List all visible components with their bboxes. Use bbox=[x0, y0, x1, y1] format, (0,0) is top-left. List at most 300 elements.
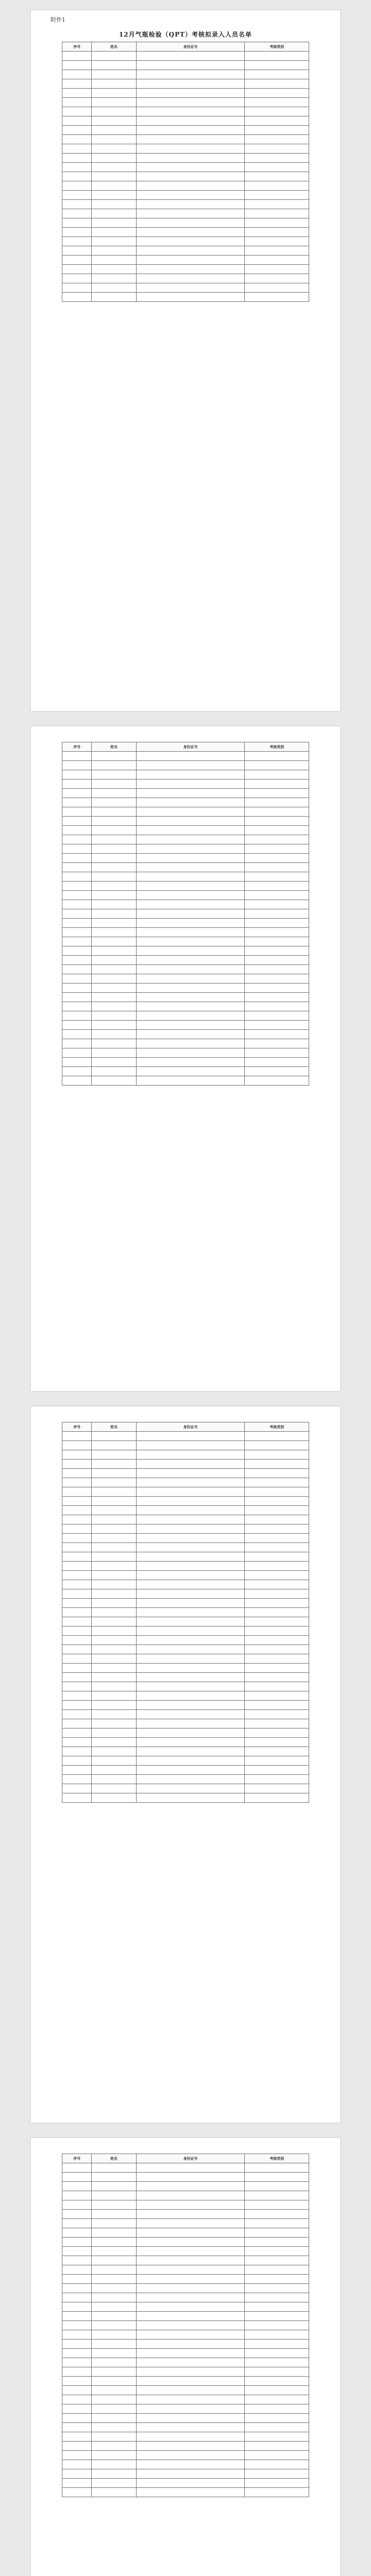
cell-no bbox=[62, 107, 92, 116]
column-header-no: 序号 bbox=[62, 42, 92, 52]
cell-category bbox=[245, 1710, 309, 1719]
cell-category bbox=[245, 2219, 309, 2228]
cell-no bbox=[62, 1058, 92, 1067]
cell-name bbox=[92, 1766, 136, 1775]
cell-id bbox=[136, 144, 245, 154]
cell-category bbox=[245, 2432, 309, 2442]
table-row bbox=[62, 2349, 309, 2358]
cell-name bbox=[92, 2423, 136, 2432]
cell-id bbox=[136, 1487, 245, 1497]
cell-name bbox=[92, 2321, 136, 2330]
cell-name bbox=[92, 2173, 136, 2182]
cell-name bbox=[92, 872, 136, 882]
cell-id bbox=[136, 1719, 245, 1728]
table-row bbox=[62, 2182, 309, 2191]
cell-name bbox=[92, 1524, 136, 1534]
cell-name bbox=[92, 1793, 136, 1803]
cell-category bbox=[245, 1543, 309, 1552]
table-row bbox=[62, 863, 309, 872]
table-row bbox=[62, 2432, 309, 2442]
cell-id bbox=[136, 2404, 245, 2414]
cell-name bbox=[92, 70, 136, 79]
cell-no bbox=[62, 2191, 92, 2200]
cell-no bbox=[62, 1469, 92, 1478]
cell-name bbox=[92, 2256, 136, 2265]
cell-category bbox=[245, 2358, 309, 2367]
table-row bbox=[62, 1599, 309, 1608]
cell-no bbox=[62, 891, 92, 900]
table-row bbox=[62, 1478, 309, 1487]
cell-name bbox=[92, 2386, 136, 2395]
cell-no bbox=[62, 2302, 92, 2312]
cell-name bbox=[92, 2247, 136, 2256]
table-row bbox=[62, 1673, 309, 1682]
table-row bbox=[62, 2330, 309, 2340]
cell-name bbox=[92, 770, 136, 779]
cell-name bbox=[92, 965, 136, 974]
cell-id bbox=[136, 1728, 245, 1738]
cell-category bbox=[245, 854, 309, 863]
cell-no bbox=[62, 1030, 92, 1039]
table-row bbox=[62, 218, 309, 228]
cell-category bbox=[245, 2414, 309, 2423]
cell-category bbox=[245, 1738, 309, 1747]
table-row bbox=[62, 1710, 309, 1719]
cell-name bbox=[92, 1664, 136, 1673]
column-header-name: 姓名 bbox=[92, 42, 136, 52]
table-row bbox=[62, 70, 309, 79]
cell-name bbox=[92, 1506, 136, 1515]
table-row bbox=[62, 1589, 309, 1599]
column-header-no: 序号 bbox=[62, 1422, 92, 1432]
table-row bbox=[62, 798, 309, 807]
cell-name bbox=[92, 1728, 136, 1738]
cell-category bbox=[245, 891, 309, 900]
cell-name bbox=[92, 200, 136, 209]
cell-no bbox=[62, 2460, 92, 2469]
cell-category bbox=[245, 2469, 309, 2479]
cell-category bbox=[245, 79, 309, 89]
cell-name bbox=[92, 1543, 136, 1552]
cell-no bbox=[62, 993, 92, 1002]
cell-name bbox=[92, 246, 136, 256]
cell-no bbox=[62, 61, 92, 70]
cell-category bbox=[245, 761, 309, 770]
cell-no bbox=[62, 256, 92, 265]
cell-id bbox=[136, 1067, 245, 1076]
cell-name bbox=[92, 2275, 136, 2284]
cell-category bbox=[245, 965, 309, 974]
cell-no bbox=[62, 1589, 92, 1599]
cell-no bbox=[62, 1580, 92, 1589]
cell-no bbox=[62, 956, 92, 965]
cell-category bbox=[245, 2210, 309, 2219]
cell-category bbox=[245, 993, 309, 1002]
cell-no bbox=[62, 2238, 92, 2247]
cell-id bbox=[136, 789, 245, 798]
cell-name bbox=[92, 2163, 136, 2173]
table-row bbox=[62, 2386, 309, 2395]
table-row bbox=[62, 817, 309, 826]
cell-name bbox=[92, 956, 136, 965]
table-row bbox=[62, 807, 309, 817]
cell-name bbox=[92, 2414, 136, 2423]
cell-no bbox=[62, 135, 92, 144]
cell-no bbox=[62, 2182, 92, 2191]
cell-name bbox=[92, 2404, 136, 2414]
cell-name bbox=[92, 274, 136, 283]
column-header-id: 身份证号 bbox=[136, 1422, 245, 1432]
table-row bbox=[62, 1497, 309, 1506]
cell-no bbox=[62, 200, 92, 209]
cell-category bbox=[245, 154, 309, 163]
cell-name bbox=[92, 2238, 136, 2247]
cell-no bbox=[62, 965, 92, 974]
cell-name bbox=[92, 909, 136, 919]
cell-name bbox=[92, 937, 136, 946]
cell-no bbox=[62, 2340, 92, 2349]
cell-id bbox=[136, 1030, 245, 1039]
cell-id bbox=[136, 274, 245, 283]
table-row bbox=[62, 1524, 309, 1534]
cell-category bbox=[245, 1534, 309, 1543]
cell-name bbox=[92, 974, 136, 984]
cell-category bbox=[245, 2488, 309, 2497]
cell-category bbox=[245, 909, 309, 919]
cell-id bbox=[136, 2330, 245, 2340]
cell-id bbox=[136, 872, 245, 882]
cell-no bbox=[62, 752, 92, 761]
cell-category bbox=[245, 1067, 309, 1076]
cell-id bbox=[136, 779, 245, 789]
cell-no bbox=[62, 274, 92, 283]
table-row bbox=[62, 1756, 309, 1766]
document-page-2 bbox=[31, 726, 340, 1391]
cell-no bbox=[62, 2247, 92, 2256]
cell-no bbox=[62, 1793, 92, 1803]
cell-id bbox=[136, 1710, 245, 1719]
cell-category bbox=[245, 2247, 309, 2256]
cell-no bbox=[62, 265, 92, 274]
table-row bbox=[62, 200, 309, 209]
cell-id bbox=[136, 2182, 245, 2191]
cell-name bbox=[92, 2442, 136, 2451]
cell-no bbox=[62, 1497, 92, 1506]
cell-category bbox=[245, 1487, 309, 1497]
cell-id bbox=[136, 218, 245, 228]
cell-name bbox=[92, 265, 136, 274]
cell-no bbox=[62, 2312, 92, 2321]
cell-category bbox=[245, 181, 309, 191]
cell-no bbox=[62, 2219, 92, 2228]
cell-category bbox=[245, 144, 309, 154]
cell-category bbox=[245, 2163, 309, 2173]
cell-name bbox=[92, 163, 136, 172]
cell-id bbox=[136, 993, 245, 1002]
cell-no bbox=[62, 1552, 92, 1562]
table-row bbox=[62, 2173, 309, 2182]
cell-category bbox=[245, 1076, 309, 1086]
table-row bbox=[62, 1076, 309, 1086]
cell-name bbox=[92, 293, 136, 302]
document-page-1 bbox=[31, 10, 340, 711]
cell-category bbox=[245, 283, 309, 293]
table-row bbox=[62, 2340, 309, 2349]
table-row bbox=[62, 1506, 309, 1515]
table-row bbox=[62, 2367, 309, 2377]
cell-no bbox=[62, 89, 92, 98]
table-row bbox=[62, 98, 309, 107]
cell-id bbox=[136, 107, 245, 116]
cell-name bbox=[92, 79, 136, 89]
cell-name bbox=[92, 1589, 136, 1599]
cell-name bbox=[92, 2302, 136, 2312]
cell-name bbox=[92, 1469, 136, 1478]
cell-name bbox=[92, 2469, 136, 2479]
table-row bbox=[62, 854, 309, 863]
cell-no bbox=[62, 98, 92, 107]
cell-no bbox=[62, 209, 92, 218]
cell-category bbox=[245, 265, 309, 274]
cell-id bbox=[136, 237, 245, 246]
cell-category bbox=[245, 770, 309, 779]
table-row bbox=[62, 163, 309, 172]
cell-category bbox=[245, 1701, 309, 1710]
cell-no bbox=[62, 2377, 92, 2386]
cell-name bbox=[92, 826, 136, 835]
cell-name bbox=[92, 817, 136, 826]
table-row bbox=[62, 1636, 309, 1645]
cell-id bbox=[136, 1617, 245, 1626]
cell-name bbox=[92, 798, 136, 807]
table-row bbox=[62, 956, 309, 965]
cell-category bbox=[245, 1058, 309, 1067]
cell-name bbox=[92, 1039, 136, 1048]
cell-no bbox=[62, 126, 92, 135]
cell-id bbox=[136, 900, 245, 909]
cell-no bbox=[62, 181, 92, 191]
cell-category bbox=[245, 1011, 309, 1021]
document-page-4 bbox=[31, 2138, 340, 2576]
cell-no bbox=[62, 937, 92, 946]
roster-table bbox=[62, 42, 309, 302]
roster-table bbox=[62, 742, 309, 1086]
cell-no bbox=[62, 116, 92, 126]
cell-id bbox=[136, 1534, 245, 1543]
cell-id bbox=[136, 937, 245, 946]
cell-category bbox=[245, 1747, 309, 1756]
cell-id bbox=[136, 1562, 245, 1571]
cell-name bbox=[92, 1738, 136, 1747]
cell-category bbox=[245, 2340, 309, 2349]
cell-category bbox=[245, 2275, 309, 2284]
cell-id bbox=[136, 2442, 245, 2451]
cell-no bbox=[62, 1534, 92, 1543]
cell-id bbox=[136, 974, 245, 984]
table-row bbox=[62, 2414, 309, 2423]
cell-category bbox=[245, 844, 309, 854]
cell-no bbox=[62, 2349, 92, 2358]
cell-no bbox=[62, 1645, 92, 1654]
cell-id bbox=[136, 2340, 245, 2349]
cell-category bbox=[245, 1580, 309, 1589]
cell-id bbox=[136, 946, 245, 956]
cell-no bbox=[62, 1562, 92, 1571]
cell-id bbox=[136, 1701, 245, 1710]
cell-no bbox=[62, 52, 92, 61]
cell-id bbox=[136, 256, 245, 265]
cell-no bbox=[62, 2386, 92, 2395]
cell-id bbox=[136, 2173, 245, 2182]
cell-id bbox=[136, 1506, 245, 1515]
table-row bbox=[62, 872, 309, 882]
table-row bbox=[62, 2228, 309, 2238]
cell-name bbox=[92, 228, 136, 237]
cell-name bbox=[92, 1617, 136, 1626]
cell-category bbox=[245, 900, 309, 909]
cell-category bbox=[245, 1589, 309, 1599]
cell-id bbox=[136, 1524, 245, 1534]
cell-id bbox=[136, 283, 245, 293]
cell-name bbox=[92, 2330, 136, 2340]
cell-no bbox=[62, 218, 92, 228]
cell-no bbox=[62, 1728, 92, 1738]
cell-name bbox=[92, 1682, 136, 1691]
cell-category bbox=[245, 2302, 309, 2312]
table-row bbox=[62, 293, 309, 302]
table-row bbox=[62, 2423, 309, 2432]
cell-name bbox=[92, 1441, 136, 1450]
cell-no bbox=[62, 1691, 92, 1701]
table-row bbox=[62, 1039, 309, 1048]
table-row bbox=[62, 1432, 309, 1441]
table-row bbox=[62, 919, 309, 928]
table-row bbox=[62, 2293, 309, 2302]
cell-no bbox=[62, 1039, 92, 1048]
cell-no bbox=[62, 1515, 92, 1524]
cell-no bbox=[62, 2367, 92, 2377]
cell-id bbox=[136, 1756, 245, 1766]
roster-body bbox=[62, 52, 309, 302]
cell-id bbox=[136, 1747, 245, 1756]
cell-id bbox=[136, 2210, 245, 2219]
table-row bbox=[62, 1021, 309, 1030]
table-row bbox=[62, 1048, 309, 1058]
cell-category bbox=[245, 1562, 309, 1571]
cell-name bbox=[92, 1691, 136, 1701]
cell-category bbox=[245, 2349, 309, 2358]
cell-id bbox=[136, 1543, 245, 1552]
table-row bbox=[62, 2247, 309, 2256]
cell-name bbox=[92, 789, 136, 798]
table-row bbox=[62, 770, 309, 779]
cell-no bbox=[62, 2395, 92, 2404]
cell-no bbox=[62, 863, 92, 872]
cell-name bbox=[92, 1067, 136, 1076]
cell-category bbox=[245, 218, 309, 228]
cell-no bbox=[62, 2163, 92, 2173]
cell-name bbox=[92, 2395, 136, 2404]
cell-name bbox=[92, 154, 136, 163]
table-row bbox=[62, 2451, 309, 2460]
table-row bbox=[62, 1654, 309, 1664]
cell-no bbox=[62, 1478, 92, 1487]
cell-id bbox=[136, 2349, 245, 2358]
table-row bbox=[62, 228, 309, 237]
cell-no bbox=[62, 2488, 92, 2497]
table-row bbox=[62, 246, 309, 256]
cell-id bbox=[136, 2479, 245, 2488]
cell-category bbox=[245, 1636, 309, 1645]
cell-name bbox=[92, 984, 136, 993]
cell-no bbox=[62, 1626, 92, 1636]
column-header-category: 考核类别 bbox=[245, 42, 309, 52]
cell-category bbox=[245, 200, 309, 209]
cell-category bbox=[245, 1469, 309, 1478]
cell-id bbox=[136, 181, 245, 191]
cell-id bbox=[136, 293, 245, 302]
cell-name bbox=[92, 2460, 136, 2469]
cell-no bbox=[62, 144, 92, 154]
cell-id bbox=[136, 1775, 245, 1784]
cell-name bbox=[92, 2293, 136, 2302]
cell-category bbox=[245, 1608, 309, 1617]
cell-name bbox=[92, 172, 136, 181]
cell-no bbox=[62, 826, 92, 835]
table-row bbox=[62, 826, 309, 835]
cell-name bbox=[92, 1571, 136, 1580]
cell-id bbox=[136, 1766, 245, 1775]
table-row bbox=[62, 928, 309, 937]
cell-id bbox=[136, 265, 245, 274]
cell-category bbox=[245, 1775, 309, 1784]
cell-category bbox=[245, 1021, 309, 1030]
cell-name bbox=[92, 807, 136, 817]
cell-name bbox=[92, 863, 136, 872]
table-row bbox=[62, 1067, 309, 1076]
cell-no bbox=[62, 293, 92, 302]
cell-category bbox=[245, 984, 309, 993]
cell-id bbox=[136, 154, 245, 163]
cell-category bbox=[245, 1766, 309, 1775]
cell-no bbox=[62, 2330, 92, 2340]
document-page-3 bbox=[31, 1406, 340, 2123]
cell-name bbox=[92, 1562, 136, 1571]
table-row bbox=[62, 1058, 309, 1067]
cell-id bbox=[136, 126, 245, 135]
cell-category bbox=[245, 1506, 309, 1515]
table-row bbox=[62, 1030, 309, 1039]
cell-category bbox=[245, 89, 309, 98]
table-row bbox=[62, 1562, 309, 1571]
cell-id bbox=[136, 798, 245, 807]
cell-id bbox=[136, 2377, 245, 2386]
cell-name bbox=[92, 2228, 136, 2238]
cell-id bbox=[136, 1580, 245, 1589]
table-header-row bbox=[62, 2154, 309, 2163]
table-row bbox=[62, 993, 309, 1002]
cell-no bbox=[62, 228, 92, 237]
cell-category bbox=[245, 2451, 309, 2460]
cell-category bbox=[245, 98, 309, 107]
table-row bbox=[62, 900, 309, 909]
cell-category bbox=[245, 1524, 309, 1534]
column-header-no: 序号 bbox=[62, 2154, 92, 2163]
table-row bbox=[62, 2404, 309, 2414]
cell-id bbox=[136, 891, 245, 900]
cell-category bbox=[245, 779, 309, 789]
cell-category bbox=[245, 1673, 309, 1682]
